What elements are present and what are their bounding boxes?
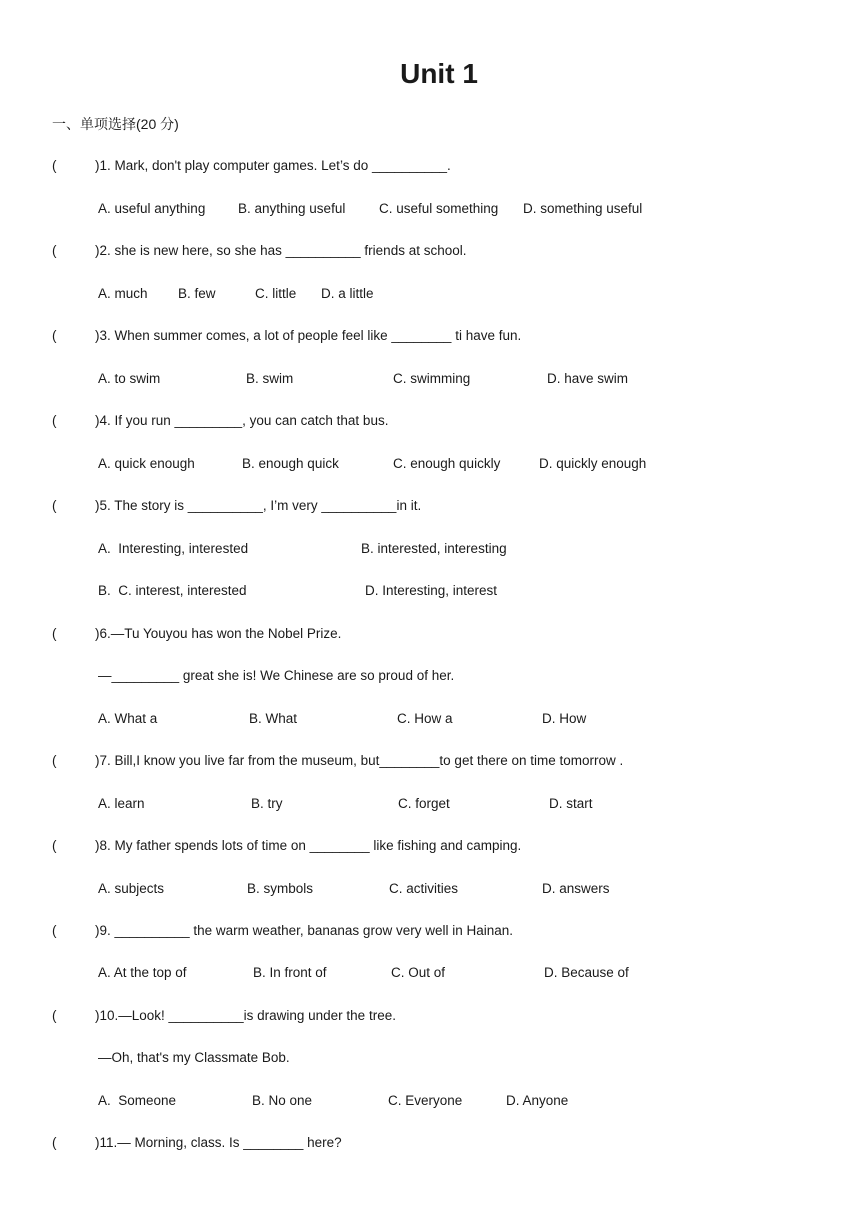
option-c: C. How a (397, 711, 453, 726)
question-11: )11.— Morning, class. Is ________ here? (95, 1135, 342, 1150)
option-b: B. few (178, 286, 216, 301)
answer-paren: ( (52, 413, 57, 428)
answer-paren: ( (52, 243, 57, 258)
question-6: )6.—Tu Youyou has won the Nobel Prize. (95, 626, 342, 641)
answer-paren: ( (52, 626, 57, 641)
option-a: A. subjects (98, 881, 165, 896)
option-d: D. answers (542, 881, 610, 896)
option-a: A. At the top of (98, 965, 187, 980)
option-a: A. to swim (98, 371, 161, 386)
option-d: D. Anyone (506, 1093, 569, 1108)
option-c: C. activities (389, 881, 459, 896)
option-a: A. much (98, 286, 148, 301)
answer-paren: ( (52, 498, 57, 513)
option-c: C. Out of (391, 965, 446, 980)
question-2: )2. she is new here, so she has __________ friends at school. (95, 243, 467, 258)
option-c: C. enough quickly (393, 456, 501, 471)
question-9: )9. __________ the warm weather, bananas grow very well in Hainan. (95, 923, 513, 938)
option-d: D. Because of (544, 965, 629, 980)
answer-paren: ( (52, 158, 57, 173)
question-4: )4. If you run _________, you can catch that bus. (95, 413, 389, 428)
option-b: B. In front of (253, 965, 327, 980)
option-c: C. useful something (379, 201, 499, 216)
option-a: A. useful anything (98, 201, 206, 216)
option-d: D. Interesting, interest (365, 583, 498, 598)
question-10-dialogue: —Oh, that's my Classmate Bob. (98, 1050, 290, 1065)
option-c: C. little (255, 286, 297, 301)
question-1: )1. Mark, don't play computer games. Let’s do __________. (95, 158, 451, 173)
question-6-dialogue: —_________ great she is! We Chinese are so proud of her. (98, 668, 455, 683)
answer-paren: ( (52, 753, 57, 768)
option-a: A. Someone (98, 1093, 177, 1108)
option-a: A. quick enough (98, 456, 195, 471)
option-d: D. have swim (547, 371, 629, 386)
option-d: D. something useful (523, 201, 643, 216)
question-10: )10.—Look! __________is drawing under the tree. (95, 1008, 396, 1023)
option-b: B. No one (252, 1093, 313, 1108)
option-a: A. Interesting, interested (98, 541, 249, 556)
answer-paren: ( (52, 838, 57, 853)
question-3: )3. When summer comes, a lot of people feel like ________ ti have fun. (95, 328, 522, 343)
option-c: B. C. interest, interested (98, 583, 247, 598)
answer-paren: ( (52, 1135, 57, 1150)
option-d: D. start (549, 796, 593, 811)
page-title: Unit 1 (400, 58, 478, 89)
option-d: D. quickly enough (539, 456, 647, 471)
option-b: B. try (251, 796, 283, 811)
option-b: B. symbols (247, 881, 314, 896)
question-7: )7. Bill,I know you live far from the museum, but________to get there on time tomorrow . (95, 753, 624, 768)
answer-paren: ( (52, 923, 57, 938)
question-5: )5. The story is __________, I’m very __________in it. (95, 498, 422, 513)
option-b: B. swim (246, 371, 294, 386)
option-b: B. anything useful (238, 201, 346, 216)
option-a: A. What a (98, 711, 158, 726)
option-b: B. interested, interesting (361, 541, 507, 556)
option-c: C. swimming (393, 371, 471, 386)
option-d: D. How (542, 711, 587, 726)
option-c: C. Everyone (388, 1093, 463, 1108)
question-8: )8. My father spends lots of time on ________ like fishing and camping. (95, 838, 522, 853)
option-b: B. What (249, 711, 298, 726)
answer-paren: ( (52, 1008, 57, 1023)
answer-paren: ( (52, 328, 57, 343)
option-a: A. learn (98, 796, 145, 811)
option-d: D. a little (321, 286, 374, 301)
option-b: B. enough quick (242, 456, 339, 471)
option-c: C. forget (398, 796, 450, 811)
section-heading: 一、单项选择(20 分) (52, 116, 179, 132)
